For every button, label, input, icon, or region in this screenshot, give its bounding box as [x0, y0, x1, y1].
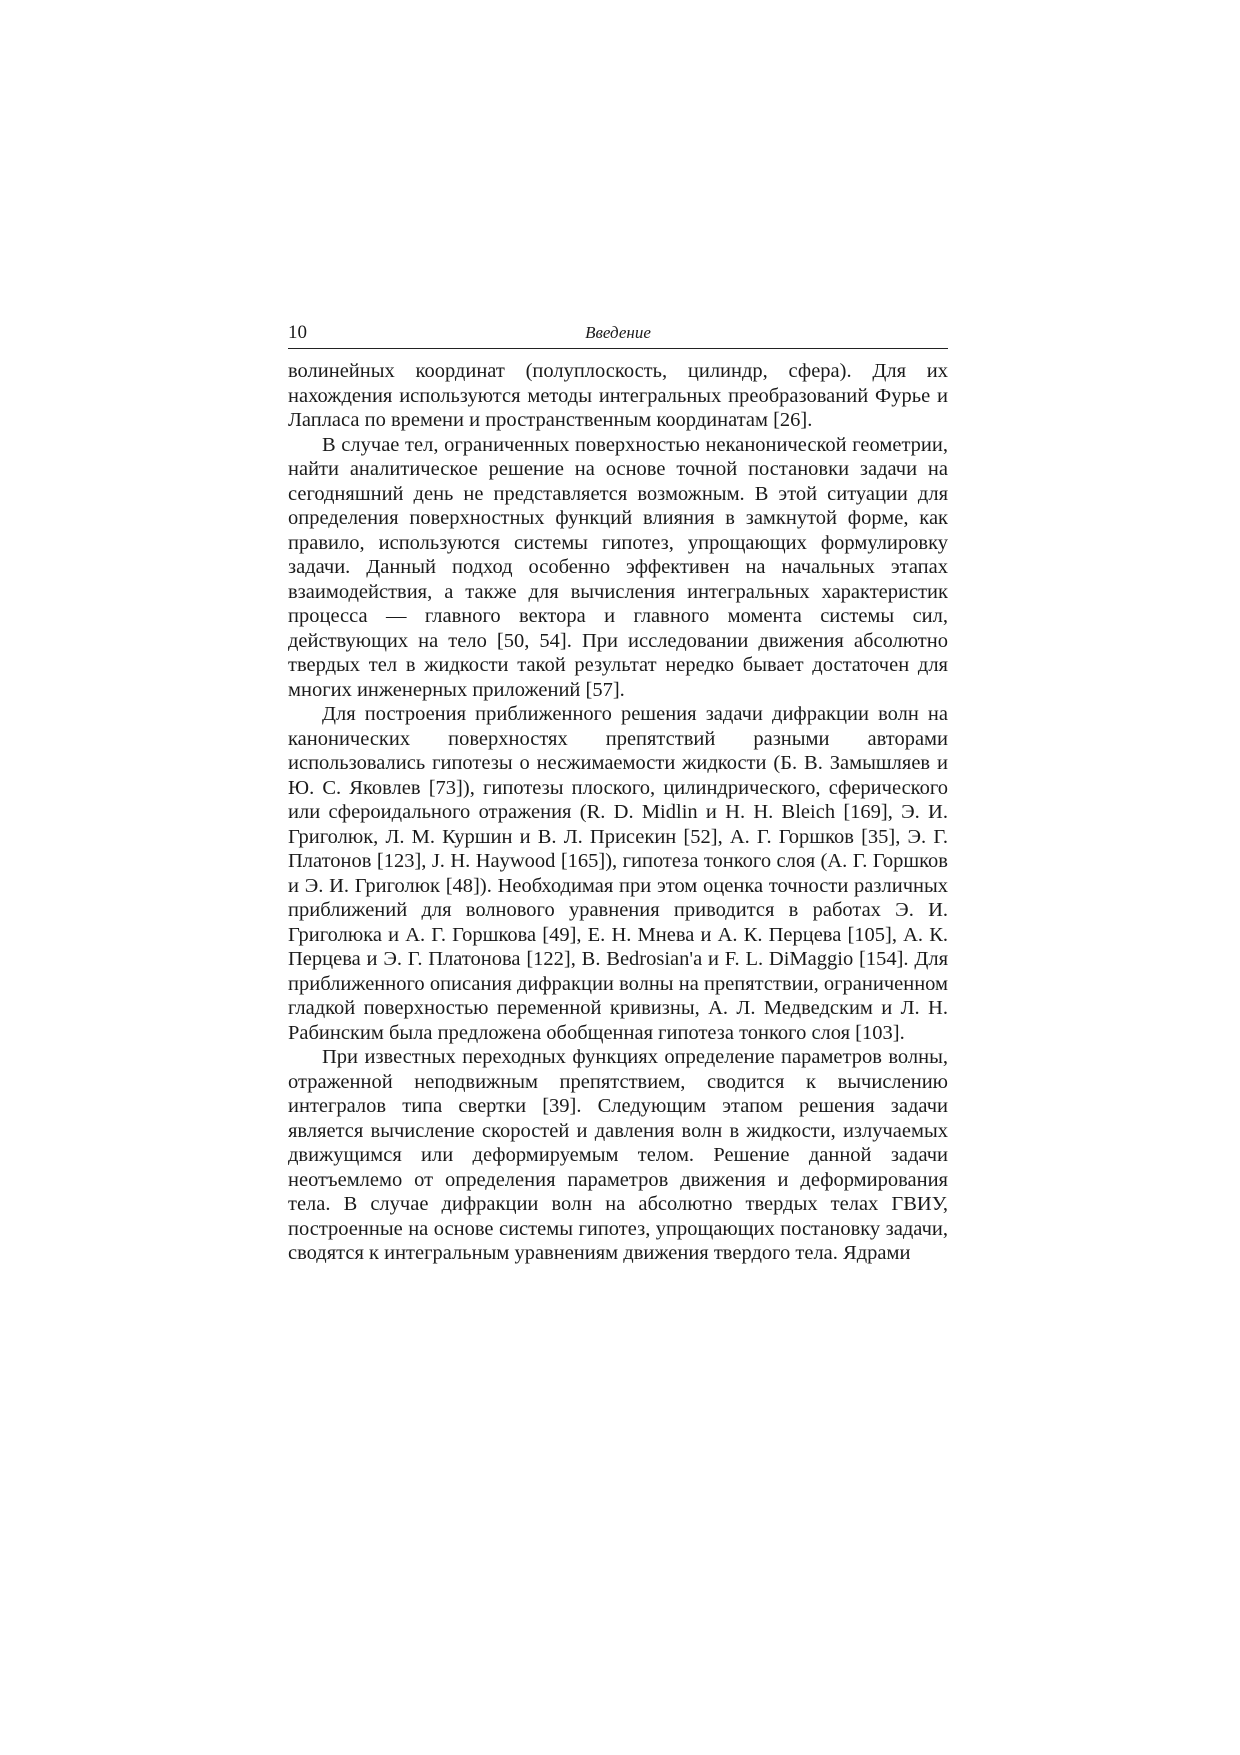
paragraph: Для построения приближенного решения задачи дифракции волн на канонических поверхностях препятствий разными авторами использовались гипотезы о несжимаемости жидкости (Б. В. Замышляев и Ю. С. Яковлев [73]), гипотезы плоского, цилиндрического, сферического или сфероидального отражения (R. D. Midlin и H. H. Bleich [169], Э. И. Григолюк, Л. М. Куршин и В. Л. Присекин [52], А. Г. Горшков [35], Э. Г. Платонов [123], J. H. Haywood [165]), гипотеза тонкого слоя (А. Г. Горшков и Э. И. Григолюк [48]). Необходимая при этом оценка точности различных приближений для волнового уравнения приводится в работах Э. И. Григолюка и А. Г. Горшкова [49], Е. Н. Мнева и А. К. Перцева [105], А. К. Перцева и Э. Г. Платонова [122], B. Bedrosian'a и F. L. DiMaggio [154]. Для приближенного описания дифракции волны на препятствии, ограниченном гладкой поверхностью переменной кривизны, А. Л. Медведским и Л. Н. Рабинским была предложена обобщенная гипотеза тонкого слоя [103]. [288, 703, 948, 1044]
book-page [288, 318, 948, 1266]
paragraph: При известных переходных функциях определение параметров волны, отраженной неподвижным препятствием, сводится к вычислению интегралов типа свертки [39]. Следующим этапом решения задачи является вычисление скоростей и давления волн в жидкости, излучаемых движущимся или деформируемым телом. Решение данной задачи неотъемлемо от определения параметров движения и деформирования тела. В случае дифракции волн на абсолютно твердых телах ГВИУ, построенные на основе системы гипотез, упрощающих постановку задачи, сводятся к интегральным уравнениям движения твердого тела. Ядрами [288, 1046, 948, 1264]
section-title: Введение [585, 323, 651, 342]
page-number: 10 [288, 322, 307, 343]
body-text [288, 359, 948, 1266]
paragraph: В случае тел, ограниченных поверхностью неканонической геометрии, найти аналитическое решение на основе точной постановки задачи на сегодняшний день не представляется возможным. В этой ситуации для определения поверхностных функций влияния в замкнутой форме, как правило, используются системы гипотез, упрощающих формулировку задачи. Данный подход особенно эффективен на начальных этапах взаимодействия, а также для вычисления интегральных характеристик процесса — главного вектора и главного момента системы сил, действующих на тело [50, 54]. При исследовании движения абсолютно твердых тел в жидкости такой результат нередко бывает достаточен для многих инженерных приложений [57]. [288, 433, 948, 701]
running-header [288, 318, 948, 349]
paragraph-continued: волинейных координат (полуплоскость, цилиндр, сфера). Для их нахождения используются методы интегральных преобразований Фурье и Лапласа по времени и пространственным координатам [26]. [288, 360, 948, 431]
